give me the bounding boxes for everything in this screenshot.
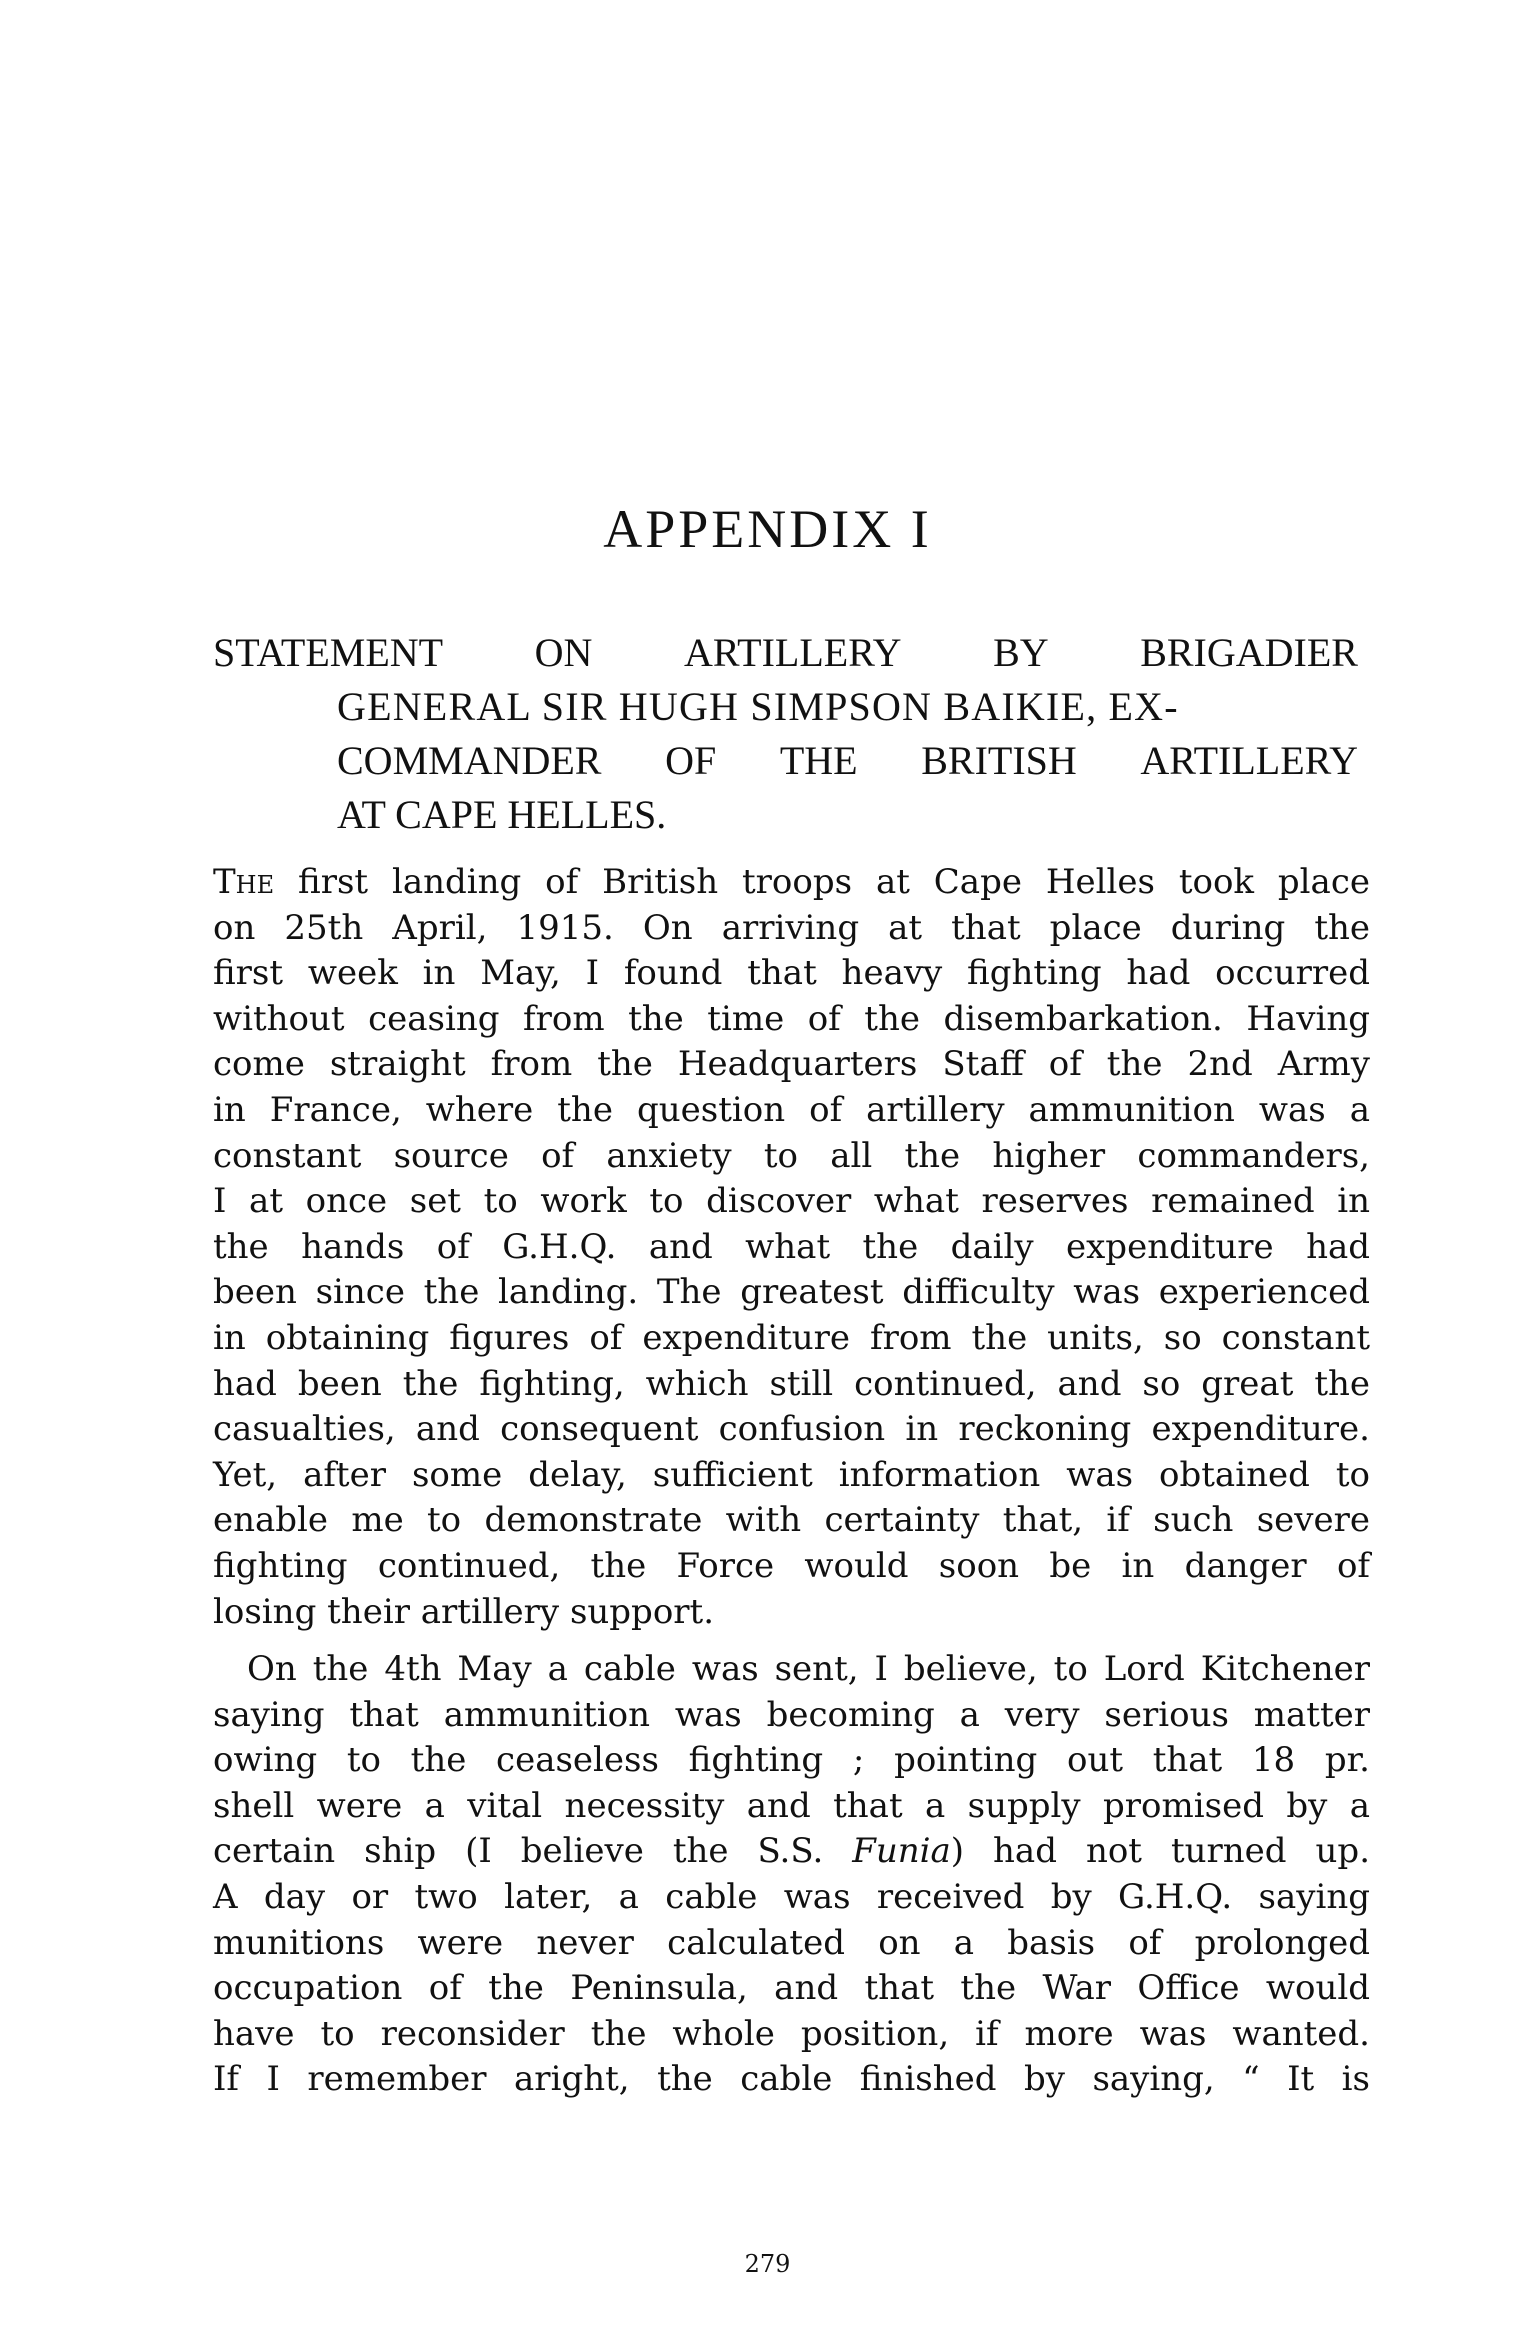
heading-word: STATEMENT (213, 630, 444, 675)
text-line: owing to the ceaseless fighting ; pointing out that 18 pr. (213, 1740, 1370, 1781)
heading-word: BY (993, 630, 1049, 675)
text-line: have to reconsider the whole position, if more was wanted. (213, 2013, 1370, 2054)
heading-word: OF (665, 738, 717, 783)
text-line: losing their artillery support. (213, 1591, 715, 1632)
heading-line-4: AT CAPE HELLES. (337, 792, 667, 837)
text-line: saying that ammunition was becoming a very serious matter (213, 1694, 1370, 1735)
heading-word: BRIGADIER (1140, 630, 1358, 675)
text-line: come straight from the Headquarters Staff of the 2nd Army (213, 1044, 1370, 1085)
ship-name: Funia (852, 1831, 951, 1872)
text-line: I at once set to work to discover what reserves remained in (213, 1181, 1370, 1222)
text-line: first week in May, I found that heavy fighting had occurred (213, 953, 1370, 994)
heading-word: ON (534, 630, 593, 675)
text-line: enable me to demonstrate with certainty that, if such severe (213, 1500, 1370, 1541)
text-line: munitions were never calculated on a basis of prolonged (213, 1922, 1370, 1963)
text-line: fighting continued, the Force would soon be in danger of (213, 1545, 1370, 1586)
heading-word: THE (779, 738, 858, 783)
body-text (213, 860, 1370, 2103)
heading-word: ARTILLERY (683, 630, 902, 675)
lead-word: The (213, 862, 275, 902)
text-line: without ceasing from the time of the disembarkation. Having (213, 998, 1370, 1039)
text-line (213, 860, 1370, 906)
text-line: shell were a vital necessity and that a supply promised by a (213, 1785, 1370, 1826)
appendix-title: APPENDIX I (603, 499, 932, 559)
text-line: Yet, after some delay, sufficient information was obtained to (213, 1454, 1370, 1495)
text-line: been since the landing. The greatest difficulty was experienced (213, 1272, 1370, 1313)
text-line: the hands of G.H.Q. and what the daily expenditure had (213, 1226, 1370, 1267)
text-line: in France, where the question of artillery ammunition was a (213, 1089, 1370, 1130)
text-line (213, 1829, 1370, 1875)
heading-word: BRITISH (921, 738, 1077, 783)
text-segment: ) had not turned up. (950, 1831, 1371, 1872)
text-line: A day or two later, a cable was received by G.H.Q. saying (213, 1877, 1370, 1918)
text-line-rest: first landing of British troops at Cape Helles took place (274, 862, 1370, 902)
heading-line-1 (213, 626, 1358, 680)
heading-line-2: GENERAL SIR HUGH SIMPSON BAIKIE, EX- (337, 684, 1179, 729)
text-line: occupation of the Peninsula, and that the War Office would (213, 1968, 1370, 2009)
text-line: On the 4th May a cable was sent, I believe, to Lord Kitchener (247, 1649, 1370, 1690)
text-line: in obtaining figures of expenditure from the units, so constant (213, 1317, 1370, 1358)
paragraph-2 (213, 1647, 1370, 2103)
text-line: on 25th April, 1915. On arriving at that place during the (213, 907, 1370, 948)
statement-heading (213, 626, 1358, 842)
paragraph-1 (213, 860, 1370, 1635)
page-number: 279 (744, 2250, 791, 2278)
text-line: casualties, and consequent confusion in reckoning expenditure. (213, 1409, 1370, 1450)
heading-word: ARTILLERY (1140, 738, 1358, 783)
heading-word: COMMANDER (337, 738, 602, 783)
heading-line-3 (213, 734, 1358, 788)
text-line: constant source of anxiety to all the higher commanders, (213, 1135, 1370, 1176)
text-segment: certain ship (I believe the S.S. (213, 1831, 853, 1872)
text-line: If I remember aright, the cable finished by saying, “ It is (213, 2059, 1370, 2100)
text-line: had been the fighting, which still continued, and so great the (213, 1363, 1370, 1404)
